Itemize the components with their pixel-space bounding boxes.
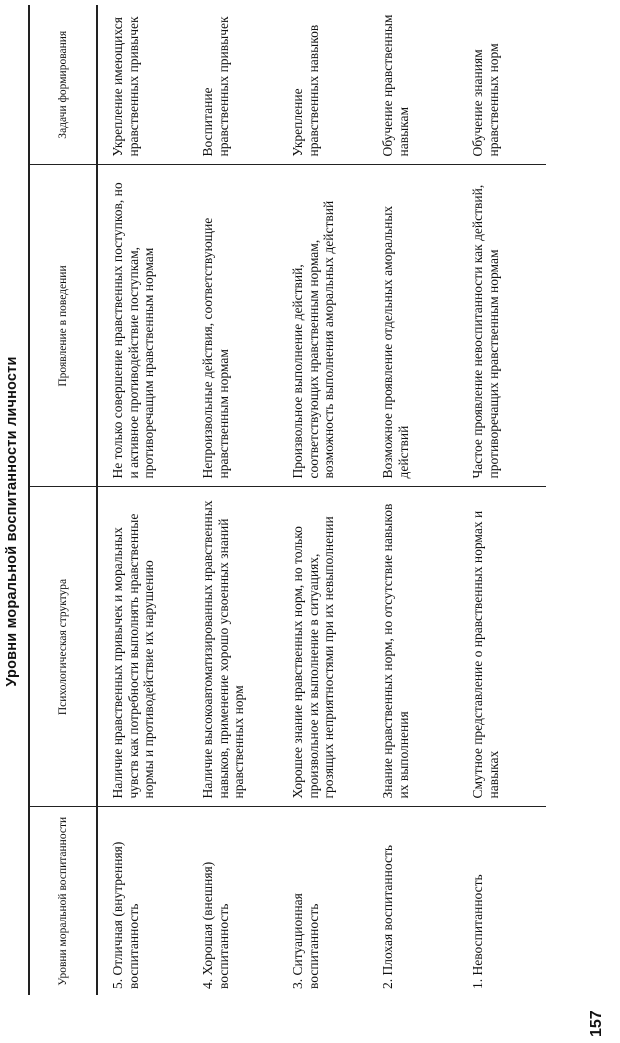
cell-structure: Наличие нравственных привычек и моральных чувств как потребности выполнять нравственные нормы и противодействие их нарушению — [97, 487, 188, 807]
cell-behavior: Произвольное выполнение действий, соответствующих нравственным нормам, возможность выполнения аморальных действий — [278, 165, 368, 487]
page-number: 157 — [588, 1010, 605, 1037]
cell-structure: Знание нравственных норм, но отсутствие навыков их выполнения — [368, 487, 458, 807]
cell-tasks: Укрепление имеющихся нравственных привычек — [97, 5, 188, 165]
cell-tasks: Воспитание нравственных привычек — [188, 5, 278, 165]
cell-structure: Хорошее знание нравственных норм, но только произвольное их выполнение в ситуациях, грозящих неприятностями при их невыполнении — [278, 487, 368, 807]
table-row — [278, 5, 368, 995]
cell-structure: Наличие высокоавтоматизированных нравственных навыков, применение хорошо усвоенных знаний нравственных норм — [188, 487, 278, 807]
cell-level: 2. Плохая воспитанность — [368, 807, 458, 995]
header-row — [29, 5, 97, 995]
cell-level: 5. Отличная (внутренняя) воспитанность — [97, 807, 188, 995]
table-row — [188, 5, 278, 995]
cell-level: 1. Невоспитанность — [458, 807, 546, 995]
cell-behavior: Частое проявление невоспитанности как действий, противоречащих нравственным нормам — [458, 165, 546, 487]
header-structure: Психологическая структура — [29, 487, 97, 807]
cell-tasks: Обучение знаниям нравственных норм — [458, 5, 546, 165]
table-row — [458, 5, 546, 995]
cell-level: 3. Ситуационная воспитанность — [278, 807, 368, 995]
table-row — [97, 5, 188, 995]
cell-tasks: Обучение нравственным навыкам — [368, 5, 458, 165]
cell-structure: Смутное представление о нравственных нормах и навыках — [458, 487, 546, 807]
cell-level: 4. Хорошая (внешняя) воспитанность — [188, 807, 278, 995]
moral-education-table — [28, 5, 546, 995]
header-tasks: Задачи формирования — [29, 5, 97, 165]
cell-tasks: Укрепление нравственных навыков — [278, 5, 368, 165]
header-behavior: Проявление в поведении — [29, 165, 97, 487]
table-title: Уровни моральной воспитанности личности — [4, 356, 20, 687]
cell-behavior: Не только совершение нравственных поступков, но и активное противодействие поступкам, противоречащим нравственным нормам — [97, 165, 188, 487]
header-level: Уровни моральной воспитанности — [29, 807, 97, 995]
table-row — [368, 5, 458, 995]
cell-behavior: Непроизвольные действия, соответствующие нравственным нормам — [188, 165, 278, 487]
cell-behavior: Возможное проявление отдельных аморальных действий — [368, 165, 458, 487]
